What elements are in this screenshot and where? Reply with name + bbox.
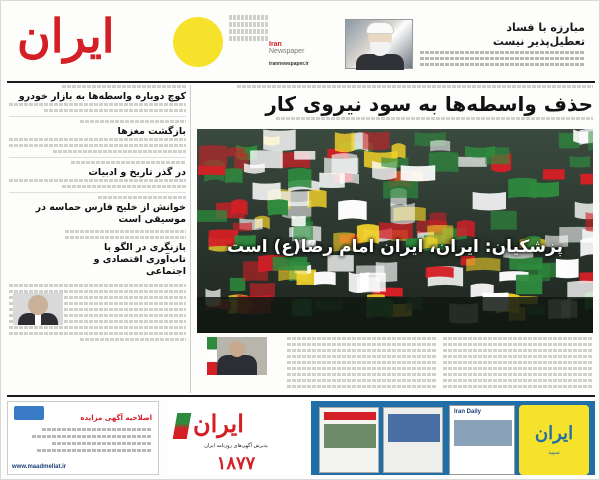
issue-meta [229, 15, 269, 43]
sun-logo-icon [173, 17, 223, 67]
promo-title-2: تعطیل‌پذیر نیست [492, 35, 585, 48]
crowd-flag [580, 174, 593, 185]
crowd-flag [401, 165, 436, 181]
story-title: خوانش از خلیج فارس حماسه در موسیقی است [35, 202, 186, 225]
top-promo[interactable] [341, 9, 593, 73]
crowd-flag [197, 210, 227, 222]
logo-text: ایران [17, 9, 115, 63]
story-title: کوچ دوباره واسطه‌ها به بازار خودرو [18, 91, 186, 102]
crowd-flag [243, 261, 268, 281]
promo-headline [415, 21, 585, 49]
ad-tender-notice[interactable] [7, 401, 159, 475]
crowd-flag [307, 190, 326, 208]
crowd-flag [294, 151, 315, 160]
crowd-flag [457, 220, 475, 238]
advertiser-logo-icon [14, 406, 44, 420]
story-title: بازنگری در الگو با تاب‌آوری اقتصادی و اجتماعی [93, 242, 186, 277]
crowd-flag [556, 259, 579, 279]
hero-photo[interactable] [197, 129, 593, 333]
crowd-flag [383, 181, 418, 199]
left-column [9, 85, 191, 393]
crowd-flag [465, 146, 495, 158]
main-column [197, 85, 593, 257]
crowd-flag [473, 192, 506, 211]
crowd-flag [335, 132, 355, 152]
story-item[interactable] [9, 161, 186, 188]
ad3-brand: ایران [534, 423, 574, 444]
story-item[interactable] [9, 85, 186, 112]
lead-headline[interactable]: حذف واسطه‌ها به سود نیروی کار [265, 92, 593, 116]
crowd-flag [314, 272, 336, 286]
crowd-flag [491, 211, 517, 230]
iran-sepid-badge [519, 405, 589, 475]
story-item[interactable] [9, 196, 186, 226]
ad-iran-advertising[interactable] [167, 401, 305, 475]
story-thumbnail[interactable] [207, 337, 267, 375]
crowd-flag [233, 223, 252, 232]
promo-photo [345, 19, 413, 69]
newspaper-badge [269, 41, 331, 67]
flag-stripe-icon [173, 413, 192, 439]
ad2-subtitle: پذیرش آگهی‌های روزنامه ایران [204, 443, 268, 449]
ad1-url[interactable]: www.maadmellat.ir [12, 464, 67, 470]
crowd-flag [292, 216, 306, 227]
crowd-flag [363, 131, 390, 150]
crowd-flag [543, 169, 565, 179]
masthead [1, 1, 600, 81]
crowd-flag [268, 199, 288, 215]
publication-cover [383, 407, 443, 473]
story-item[interactable] [443, 337, 593, 397]
story-title: در گذر تاریخ و ادبیات [88, 167, 186, 178]
hero-headline: پزشکیان: ایران، ایران امام رضا(ع) است [227, 237, 563, 257]
columnist-photo [13, 293, 63, 325]
badge-top: Iran [269, 41, 282, 48]
crowd-flag [570, 156, 591, 167]
crowd-flag [530, 182, 559, 198]
crowd-flag [430, 140, 450, 151]
crowd-flag [567, 281, 593, 300]
badge-url[interactable]: irannewspaper.ir [269, 61, 309, 67]
ad-publications[interactable] [311, 401, 595, 475]
crowd-flag [263, 130, 296, 151]
badge-mid: Newspaper [269, 48, 305, 55]
crowd-flag [288, 168, 311, 188]
crowd-flag [273, 257, 307, 271]
crowd-flag [360, 273, 386, 292]
crowd-flag [327, 255, 353, 272]
crowd-flag [586, 212, 593, 232]
crowd-illustration [197, 129, 593, 333]
crowd-flag [588, 130, 593, 151]
crowd-flag [225, 168, 242, 183]
crowd-flag [426, 266, 454, 278]
ad1-title: اصلاحیه آگهی مزایده [80, 414, 152, 422]
crowd-flag [199, 145, 227, 166]
ad2-phone-number: ۱۸۷۷ [216, 453, 256, 473]
crowd-flag [509, 257, 542, 270]
crowd-flag [458, 157, 487, 167]
publication-cover [319, 407, 379, 473]
story-item[interactable] [287, 337, 437, 397]
promo-title-1: مبارزه با فساد [506, 21, 585, 34]
crowd-flag [338, 200, 366, 220]
crowd-flag [466, 258, 500, 272]
crowd-flag [332, 153, 358, 175]
crowd-flag [516, 275, 542, 295]
story-item[interactable] [65, 230, 186, 278]
crowd-flag [198, 165, 226, 175]
crowd-flag [391, 203, 415, 224]
ad3-brand-sub: سپید [548, 449, 560, 456]
masthead-divider [7, 81, 595, 83]
iran-daily-label: Iran Daily [454, 409, 482, 415]
crowd-flag [253, 182, 281, 200]
promo-body [420, 51, 585, 69]
ad2-logo: ایران [193, 409, 244, 438]
story-item[interactable] [9, 120, 186, 153]
story-title: بازگشت مغزها [117, 126, 186, 137]
ads-strip [7, 395, 595, 477]
publication-cover [449, 405, 515, 475]
crowd-flag [230, 278, 246, 291]
logo[interactable] [11, 9, 171, 79]
